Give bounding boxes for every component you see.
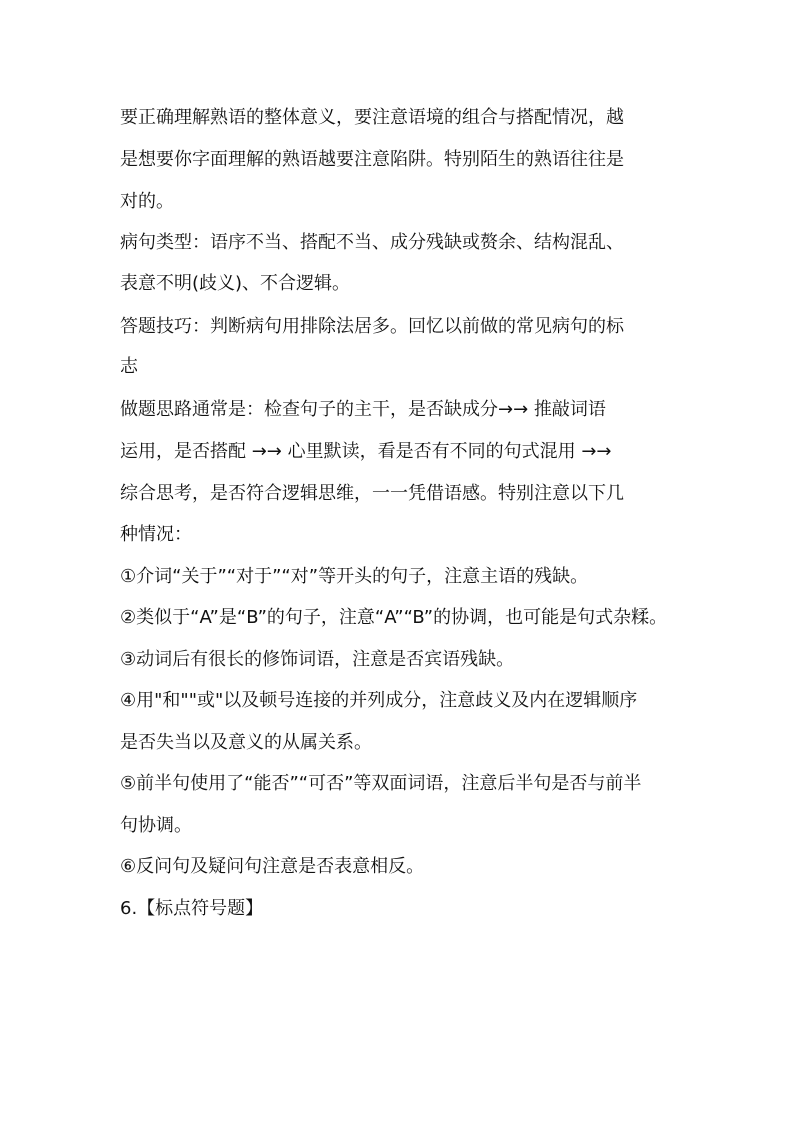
list-item-5-line-1: ⑤前半句使用了“能否”“可否”等双面词语，注意后半句是否与前半 xyxy=(120,773,642,794)
paragraph-sentence-error-types-line-2: 表意不明(歧义)、不合逻辑。 xyxy=(120,273,351,294)
list-item-4-line-1: ④用"和""或"以及顿号连接的并列成分，注意歧义及内在逻辑顺序 xyxy=(120,690,638,711)
list-item-3-line-1: ③动词后有很长的修饰词语，注意是否宾语残缺。 xyxy=(120,649,515,670)
paragraph-answer-tips-line-2: 志 xyxy=(120,356,138,377)
paragraph-solving-approach-line-1: 做题思路通常是：检查句子的主干，是否缺成分→→ 推敲词语 xyxy=(120,399,606,420)
paragraph-idiom-advice-line-2: 是想要你字面理解的熟语越要注意陷阱。特别陌生的熟语往往是 xyxy=(120,149,624,170)
paragraph-idiom-advice-line-1: 要正确理解熟语的整体意义，要注意语境的组合与搭配情况，越 xyxy=(120,107,624,128)
paragraph-idiom-advice-line-3: 对的。 xyxy=(120,191,174,212)
list-item-5-line-2: 句协调。 xyxy=(120,815,192,836)
list-item-2-line-1: ②类似于“A”是“B”的句子，注意“A”“B”的协调，也可能是句式杂糅。 xyxy=(120,607,668,628)
paragraph-solving-approach-line-3: 综合思考，是否符合逻辑思维，一一凭借语感。特别注意以下几 xyxy=(120,483,624,504)
paragraph-sentence-error-types-line-1: 病句类型：语序不当、搭配不当、成分残缺或赘余、结构混乱、 xyxy=(120,232,624,253)
list-item-4-line-2: 是否失当以及意义的从属关系。 xyxy=(120,732,372,753)
paragraph-solving-approach-line-4: 种情况： xyxy=(120,524,192,545)
paragraph-answer-tips-line-1: 答题技巧：判断病句用排除法居多。回忆以前做的常见病句的标 xyxy=(120,316,624,337)
list-item-6-line-1: ⑥反问句及疑问句注意是否表意相反。 xyxy=(120,856,425,877)
paragraph-solving-approach-line-2: 运用，是否搭配 →→ 心里默读，看是否有不同的句式混用 →→ xyxy=(120,441,612,462)
list-item-1-line-1: ①介词“关于”“对于”“对”等开头的句子，注意主语的残缺。 xyxy=(120,566,589,587)
section-heading: 6.【标点符号题】 xyxy=(120,898,264,919)
